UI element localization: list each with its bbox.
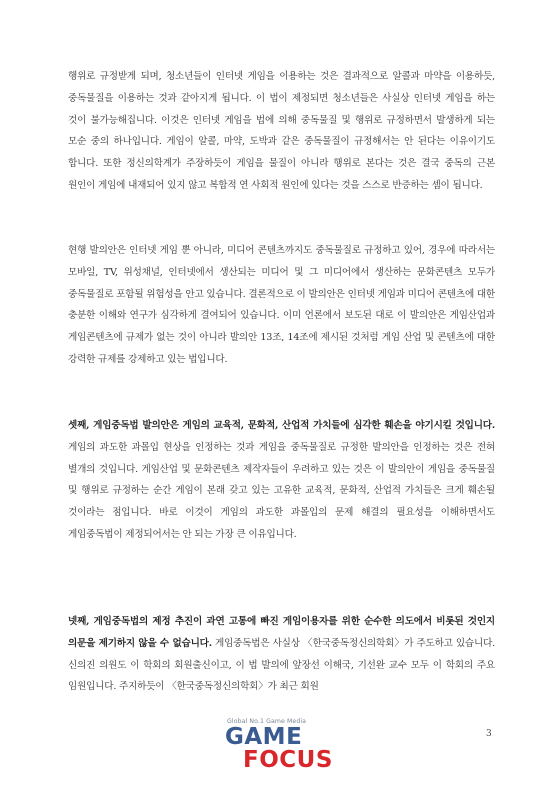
paragraph-4 [68,611,495,698]
logo-word-game: GAME [225,724,303,750]
paragraph-2 [68,240,495,371]
paragraph-3-bold: 셋째, 게임중독법 발의안은 게임의 교육적, 문화적, 산업적 가치들에 심각한 훼손을 야기시킬 것입니다. [68,420,495,431]
page-number: 3 [486,729,492,739]
paragraph-2-text: 현행 발의안은 인터넷 게임 뿐 아니라, 미디어 콘텐츠까지도 중독물질로 규정하고 있어, 경우에 따라서는 모바일, TV, 위성채널, 인터넷에서 생산되는 미디어 및 그 미디어에서 생산하는 문화콘텐츠 모두가 중독물질로 포함될 위험성을 안고 있습니다. 결론적으로 이 발의안은 인터넷 게임과 미디어 콘텐츠에 대한 충분한 이해와 연구가 심각하게 결여되어 있습니다. 이미 언론에서 보도된 대로 이 발의안은 게임산업과 게임콘텐츠에 규제가 없는 것이 아니라 발의안 13조, 14조에 제시된 것처럼 게임 산업 및 콘텐츠에 대한 강력한 규제를 강제하고 있는 법입니다. [68,245,495,365]
gamefocus-logo [225,718,355,780]
logo-tagline: Global No.1 Game Media [227,718,307,725]
paragraph-1 [68,66,495,197]
paragraph-1-text: 행위로 규정받게 되며, 청소년들이 인터넷 게임을 이용하는 것은 결과적으로 알콜과 마약을 이용하듯, 중독물질을 이용하는 것과 같아지게 됩니다. 이 법이 제정되면 청소년들은 사실상 인터넷 게임을 하는 것이 불가능해집니다. 이것은 인터넷 게임을 법에 의해 중독물질 및 행위로 규정하면서 발생하게 되는 모순 중의 하나입니다. 게임이 알콜, 마약, 도박과 같은 중독물질이 규정해서는 안 된다는 이유이기도 합니다. 또한 정신의학계가 주장하듯이 게임을 물질이 아니라 행위로 본다는 것은 결국 중독의 근본 원인이 게임에 내재되어 있지 않고 복합적 연 사회적 원인에 있다는 것을 스스로 반증하는 셈이 됩니다. [68,71,495,191]
paragraph-3-text: 게임의 과도한 과몰입 현상을 인정하는 것과 게임을 중독물질로 규정한 발의안을 인정하는 것은 전혀 별개의 것입니다. 게임산업 및 문화콘텐츠 제작자들이 우려하고 있는 것은 이 발의안이 게임을 중독물질 및 행위로 규정하는 순간 게임이 본래 갖고 있는 고유한 교육적, 문화적, 산업적 가치들은 크게 훼손될 것이라는 점입니다. 바로 이것이 게임의 과도한 과몰입의 문제 해결의 필요성을 이해하면서도 게임중독법이 제정되어서는 안 되는 가장 큰 이유입니다. [68,441,495,540]
paragraph-3 [68,415,495,546]
paragraph-4-bold: 넷째, 게임중독법의 제정 추진이 과연 고통에 빠진 게임이용자를 위한 순수한 의도에서 비롯된 것인지 의문을 제기하지 않을 수 없습니다. [68,616,495,649]
paragraph-4-text: 게임중독법은 사실상 〈한국중독정신의학회〉가 주도하고 있습니다. 신의진 의원도 이 학회의 회원출신이고, 이 법 발의에 앞장선 이해국, 기선완 교수 모두 이 학회의 주요 임원입니다. 주지하듯이 〈한국중독정신의학회〉가 최근 회원 [68,637,495,693]
logo-word-focus: FOCUS [243,747,333,773]
